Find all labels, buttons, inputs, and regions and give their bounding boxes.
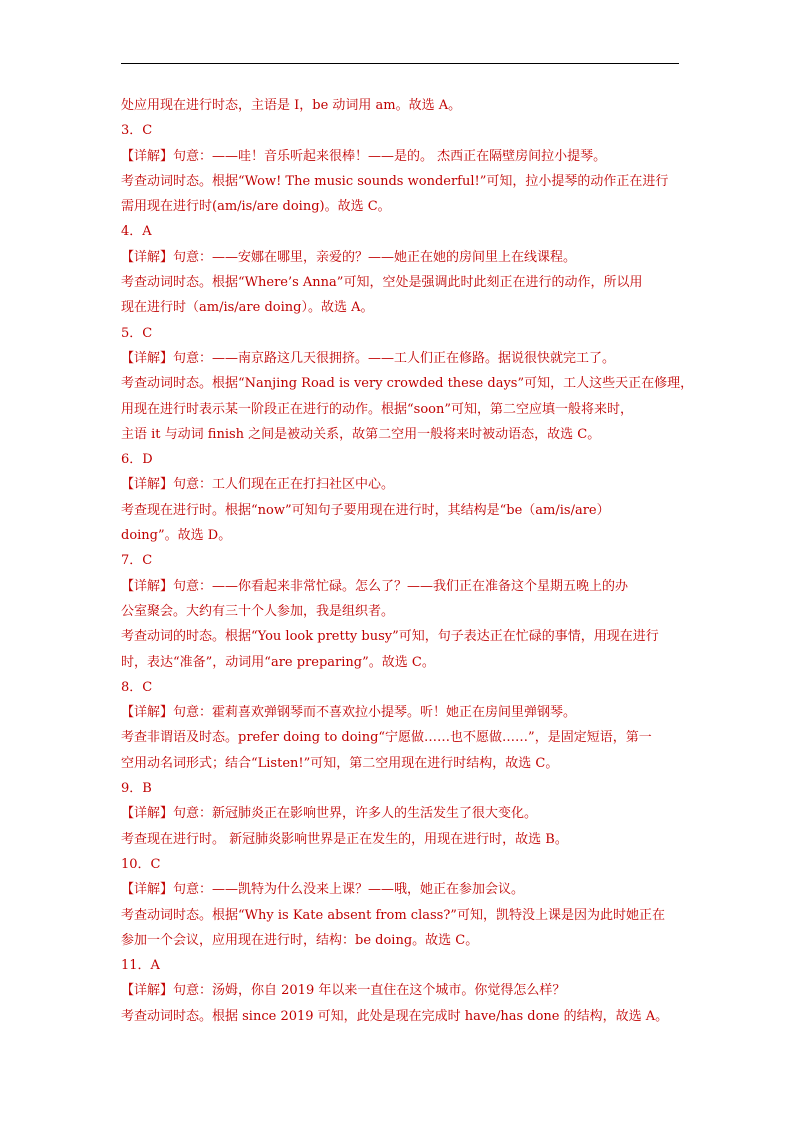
question-number: 5．C (121, 325, 153, 341)
text-line: 考查现在进行时。 新冠肺炎影响世界是正在发生的，用现在进行时，故选 B。 (121, 831, 568, 847)
text-line: 处应用现在进行时态，主语是 I，be 动词用 am。故选 A。 (121, 98, 462, 113)
explanation-line: 【详解】句意：霍莉喜欢弹钢琴而不喜欢拉小提琴。听！她正在房间里弹钢琴。 (121, 705, 577, 721)
explanation-line: 【详解】句意：——安娜在哪里，亲爱的？——她正在她的房间里上在线课程。 (121, 249, 577, 265)
question-number: 10．C (121, 856, 161, 872)
text-line: 现在进行时（am/is/are doing）。故选 A。 (121, 300, 374, 316)
question-number: 8．C (121, 679, 153, 695)
text-line: doing”。故选 D。 (121, 528, 232, 544)
question-number: 6．D (121, 452, 153, 468)
explanation-line: 【详解】句意：——哇！音乐听起来很棒！——是的。 杰西正在隔壁房间拉小提琴。 (121, 148, 607, 164)
header-rule (121, 63, 679, 64)
explanation-line: 【详解】句意：汤姆，你自 2019 年以来一直住在这个城市。你觉得怎么样？ (121, 983, 566, 999)
text-line: 考查动词时态。根据“Wow! The music sounds wonderful!”可知，拉小提琴的动作正在进行 (121, 173, 669, 189)
text-line: 考查动词的时态。根据“You look pretty busy”可知，句子表达正在忙碌的事情，用现在进行 (121, 629, 659, 645)
text-line: 考查动词时态。根据“Where’s Anna”可知，空处是强调此时此刻正在进行的动作，所以用 (121, 275, 643, 291)
text-line: 空用动名词形式；结合“Listen!”可知，第二空用现在进行时结构，故选 C。 (121, 755, 559, 771)
explanation-line: 【详解】句意：——南京路这几天很拥挤。——工人们正在修路。据说很快就完工了。 (121, 350, 616, 366)
text-line: 公室聚会。大约有三十个人参加，我是组织者。 (121, 603, 395, 619)
text-line: 考查动词时态。根据 since 2019 可知，此处是现在完成时 have/has done 的结构，故选 A。 (121, 1008, 669, 1024)
question-number: 7．C (121, 553, 153, 569)
question-number: 3．C (121, 123, 153, 139)
explanation-line: 【详解】句意：——凯特为什么没来上课？——哦，她正在参加会议。 (121, 882, 525, 898)
text-line: 考查现在进行时。根据“now”可知句子要用现在进行时，其结构是“be（am/is/are） (121, 502, 610, 518)
text-line: 考查动词时态。根据“Why is Kate absent from class?”可知，凯特没上课是因为此时她正在 (121, 907, 665, 923)
question-number: 9．B (121, 781, 152, 797)
text-line: 主语 it 与动词 finish 之间是被动关系，故第二空用一般将来时被动语态，故选 C。 (121, 426, 601, 442)
question-number: 11．A (121, 958, 160, 974)
text-line: 需用现在进行时(am/is/are doing)。故选 C。 (121, 199, 391, 215)
text-line: 用现在进行时表示某一阶段正在进行的动作。根据“soon”可知，第二空应填一般将来时， (121, 401, 633, 417)
explanation-line: 【详解】句意：——你看起来非常忙碌。怎么了？——我们正在准备这个星期五晚上的办 (121, 578, 629, 594)
question-number: 4．A (121, 224, 152, 240)
text-line: 参加一个会议，应用现在进行时，结构：be doing。故选 C。 (121, 932, 479, 948)
explanation-line: 【详解】句意：新冠肺炎正在影响世界，许多人的生活发生了很大变化。 (121, 806, 538, 822)
answer-text-body (121, 93, 694, 1029)
text-line: 考查动词时态。根据“Nanjing Road is very crowded these days”可知，工人这些天正在修理， (121, 376, 694, 392)
text-line: 时，表达“准备”，动词用“are preparing”。故选 C。 (121, 654, 435, 670)
explanation-line: 【详解】句意：工人们现在正在打扫社区中心。 (121, 477, 395, 493)
text-line: 考查非谓语及时态。prefer doing to doing“宁愿做……也不愿做……”，是固定短语，第一 (121, 730, 652, 746)
